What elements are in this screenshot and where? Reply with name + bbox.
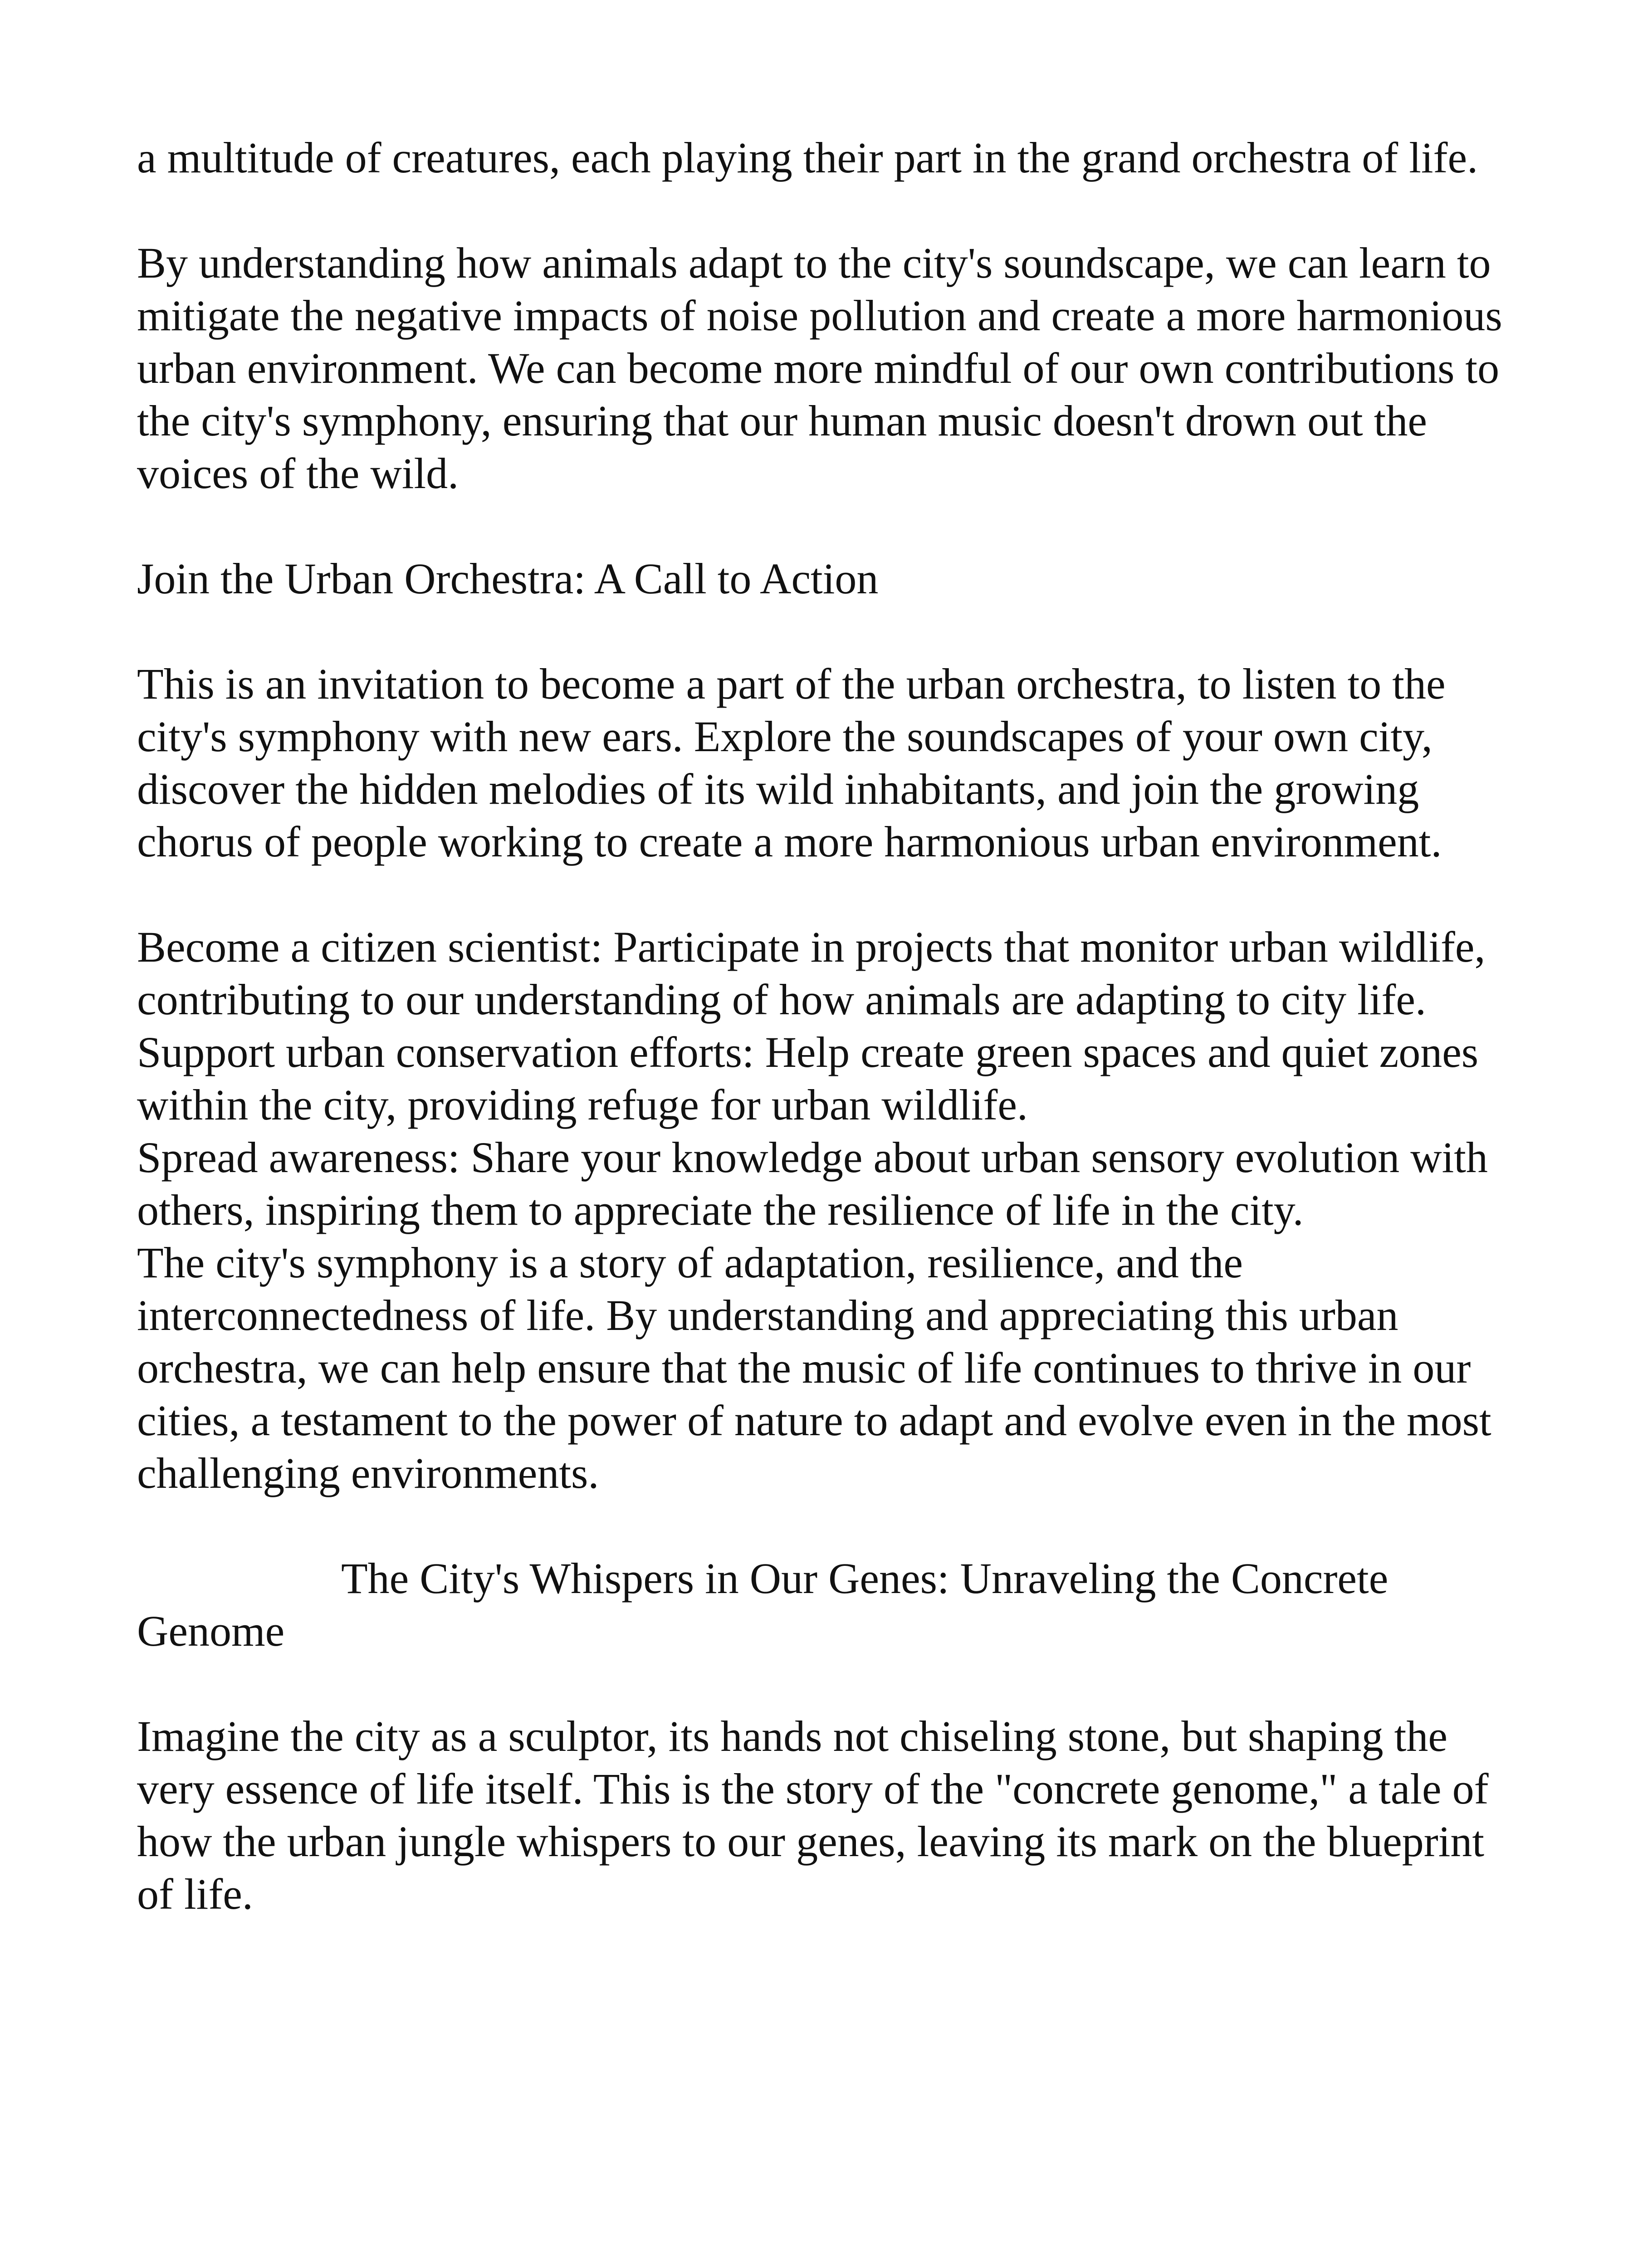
list-item-awareness: Spread awareness: Share your knowledge about urban sensory evolution with others, inspiring them to appreciate the resilience of life in the city. — [137, 1133, 1488, 1234]
paragraph-soundscape: By understanding how animals adapt to the city's soundscape, we can learn to mitigate the negative impacts of noise pollution and create a more harmonious urban environment. We can become more mindful of our own contributions to the city's symphony, ensuring that our human music doesn't drown out the voices of the wild. — [137, 239, 1502, 498]
paragraph-invitation: This is an invitation to become a part of the urban orchestra, to listen to the city's symphony with new ears. Explore the soundscapes of your own city, discover the hidden melodies of its wild inhabitants, and join the growing chorus of people working to create a more harmonious urban environment. — [137, 660, 1446, 866]
list-item-citizen-scientist: Become a citizen scientist: Participate in projects that monitor urban wildlife, contributing to our understanding of how animals are adapting to city life. — [137, 923, 1486, 1024]
page-body — [137, 132, 1502, 1973]
paragraph-conclusion: The city's symphony is a story of adaptation, resilience, and the interconnectedness of life. By understanding and appreciating this urban orchestra, we can help ensure that the music of life continues to thrive in our cities, a testament to the power of nature to adapt and evolve even in the most challenging environments. — [137, 1238, 1491, 1497]
paragraph-concrete-genome: Imagine the city as a sculptor, its hands not chiseling stone, but shaping the very essence of life itself. This is the story of the "concrete genome," a tale of how the urban jungle whispers to our genes, leaving its mark on the blueprint of life. — [137, 1712, 1489, 1918]
list-item-conservation: Support urban conservation efforts: Help create green spaces and quiet zones within the city, providing refuge for urban wildlife. — [137, 1028, 1479, 1129]
chapter-title: The City's Whispers in Our Genes: Unraveling the Concrete Genome — [137, 1554, 1389, 1655]
paragraph-continuation: a multitude of creatures, each playing their part in the grand orchestra of life. — [137, 133, 1478, 182]
section-heading: Join the Urban Orchestra: A Call to Action — [137, 554, 879, 603]
